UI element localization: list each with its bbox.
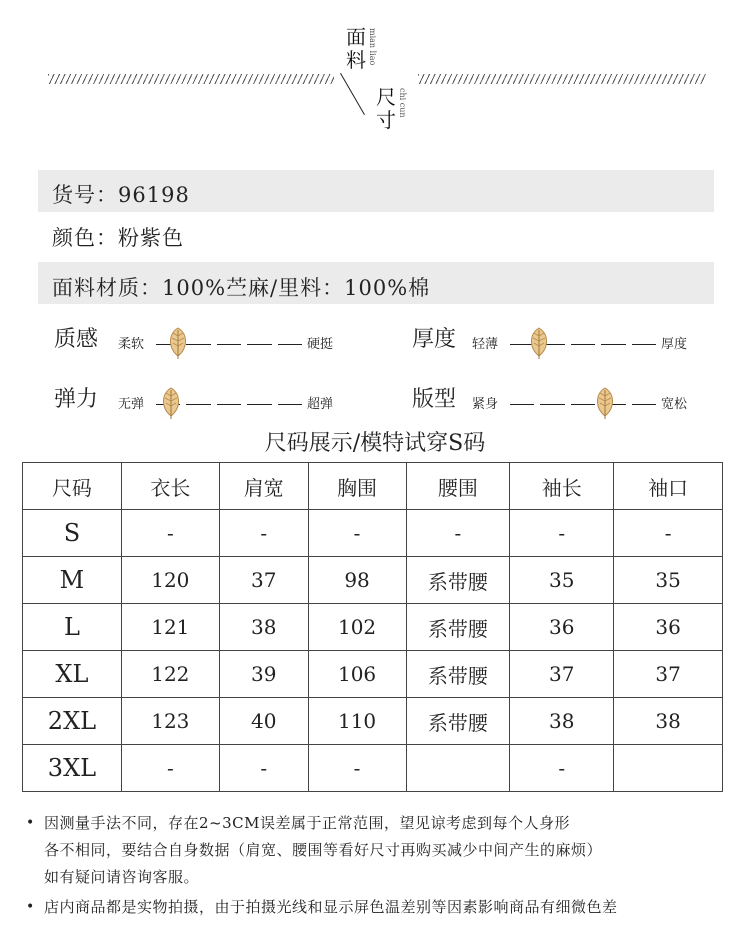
header-title2-char2: 寸: [376, 108, 396, 132]
table-row: [23, 745, 723, 792]
leaf-marker-icon: [166, 326, 190, 360]
table-cell: 系带腰: [406, 698, 510, 745]
item-no-line: [52, 179, 190, 209]
fabric-value: 100%苎麻/里料：100%棉: [162, 276, 431, 300]
scale-dash: [571, 344, 595, 345]
table-header-cell: 袖口: [614, 463, 723, 510]
scale-dash: [217, 404, 241, 405]
table-header-cell: 肩宽: [219, 463, 308, 510]
note-bullet-1: •: [26, 815, 35, 831]
table-header-row: [23, 463, 723, 510]
table-cell: -: [121, 745, 219, 792]
note-line-2: 各不相同，要结合自身数据（肩宽、腰围等看好尺寸再购买减少中间产生的麻烦）: [44, 841, 603, 859]
header-title1-char1: 面: [346, 25, 366, 49]
table-cell: 38: [219, 604, 308, 651]
leaf-marker-icon: [593, 386, 617, 420]
table-row: [23, 698, 723, 745]
header-title2-pinyin: chi cun: [398, 88, 407, 118]
fit-max-label: 宽松: [661, 397, 688, 412]
table-cell: 38: [510, 698, 614, 745]
scale-dash: [540, 404, 564, 405]
color-line: [52, 222, 184, 252]
color-value: 粉紫色: [118, 226, 184, 250]
leaf-marker-icon: [159, 386, 183, 420]
table-cell: 110: [308, 698, 406, 745]
header-title2-char1: 尺: [376, 85, 396, 109]
table-header-cell: 衣长: [121, 463, 219, 510]
header-hatch-left: [48, 74, 334, 84]
size-cell: 2XL: [23, 698, 122, 745]
leaf-marker-icon: [527, 326, 551, 360]
table-cell: 36: [510, 604, 614, 651]
table-header-cell: 腰围: [406, 463, 510, 510]
table-cell: 122: [121, 651, 219, 698]
size-cell: XL: [23, 651, 122, 698]
table-cell: 37: [219, 557, 308, 604]
table-row: [23, 604, 723, 651]
note-bullet-2: •: [26, 899, 35, 915]
table-header-cell: 袖长: [510, 463, 614, 510]
note-line-3: 如有疑问请咨询客服。: [44, 868, 200, 886]
size-cell: S: [23, 510, 122, 557]
table-cell: 37: [614, 651, 723, 698]
scale-dash: [247, 404, 271, 405]
table-header-cell: 尺码: [23, 463, 122, 510]
table-cell: 系带腰: [406, 651, 510, 698]
scale-dash: [247, 344, 271, 345]
table-row: [23, 510, 723, 557]
texture-max-label: 硬挺: [307, 337, 334, 352]
table-header-cell: 胸围: [308, 463, 406, 510]
fit-min-label: 紧身: [472, 397, 499, 412]
scale-dash: [278, 344, 302, 345]
table-row: [23, 557, 723, 604]
fabric-line: [52, 272, 430, 302]
elasticity-min-label: 无弹: [118, 397, 145, 412]
table-cell: 系带腰: [406, 604, 510, 651]
table-cell: 106: [308, 651, 406, 698]
table-cell: -: [308, 510, 406, 557]
table-row: [23, 651, 723, 698]
texture-min-label: 柔软: [118, 337, 145, 352]
table-cell: 98: [308, 557, 406, 604]
size-chart-title: 尺码展示/模特试穿S码: [264, 431, 486, 456]
item-no-value: 96198: [118, 183, 190, 207]
table-cell: -: [219, 510, 308, 557]
fit-label: 版型: [412, 387, 457, 412]
table-cell: [406, 745, 510, 792]
note-line-4: 店内商品都是实物拍摄，由于拍摄光线和显示屏色温差别等因素影响商品有细微色差: [44, 898, 618, 916]
table-cell: 102: [308, 604, 406, 651]
table-cell: 38: [614, 698, 723, 745]
header-title1-char2: 料: [346, 48, 366, 72]
table-cell: 120: [121, 557, 219, 604]
table-cell: 123: [121, 698, 219, 745]
table-cell: 35: [614, 557, 723, 604]
table-cell: -: [121, 510, 219, 557]
size-table: [22, 462, 723, 792]
scale-dash: [510, 404, 534, 405]
table-cell: 37: [510, 651, 614, 698]
table-cell: 35: [510, 557, 614, 604]
texture-label: 质感: [54, 327, 99, 352]
table-cell: 系带腰: [406, 557, 510, 604]
scale-dash: [217, 344, 241, 345]
header-slash: [340, 73, 365, 115]
table-cell: 121: [121, 604, 219, 651]
scale-dash: [278, 404, 302, 405]
table-cell: 40: [219, 698, 308, 745]
table-cell: [614, 745, 723, 792]
scale-dash: [186, 344, 210, 345]
table-cell: 36: [614, 604, 723, 651]
scale-dash: [601, 344, 625, 345]
thickness-label: 厚度: [412, 327, 457, 352]
thickness-max-label: 厚度: [661, 337, 688, 352]
header-hatch-right: [418, 74, 706, 84]
scale-dash: [632, 404, 656, 405]
size-cell: L: [23, 604, 122, 651]
fabric-label: 面料材质：: [52, 276, 162, 300]
table-cell: -: [614, 510, 723, 557]
elasticity-label: 弹力: [54, 387, 99, 412]
color-label: 颜色：: [52, 226, 118, 250]
table-cell: -: [308, 745, 406, 792]
table-cell: -: [406, 510, 510, 557]
item-no-label: 货号：: [52, 183, 118, 207]
table-cell: -: [510, 745, 614, 792]
scale-dash: [571, 404, 595, 405]
header-title1-pinyin: mian liao: [368, 28, 377, 66]
size-cell: M: [23, 557, 122, 604]
scale-dash: [632, 344, 656, 345]
thickness-min-label: 轻薄: [472, 337, 499, 352]
table-cell: -: [510, 510, 614, 557]
elasticity-max-label: 超弹: [307, 397, 334, 412]
size-cell: 3XL: [23, 745, 122, 792]
note-line-1: 因测量手法不同，存在2~3CM误差属于正常范围，望见谅考虑到每个人身形: [44, 814, 570, 832]
table-cell: 39: [219, 651, 308, 698]
table-cell: -: [219, 745, 308, 792]
scale-dash: [186, 404, 210, 405]
